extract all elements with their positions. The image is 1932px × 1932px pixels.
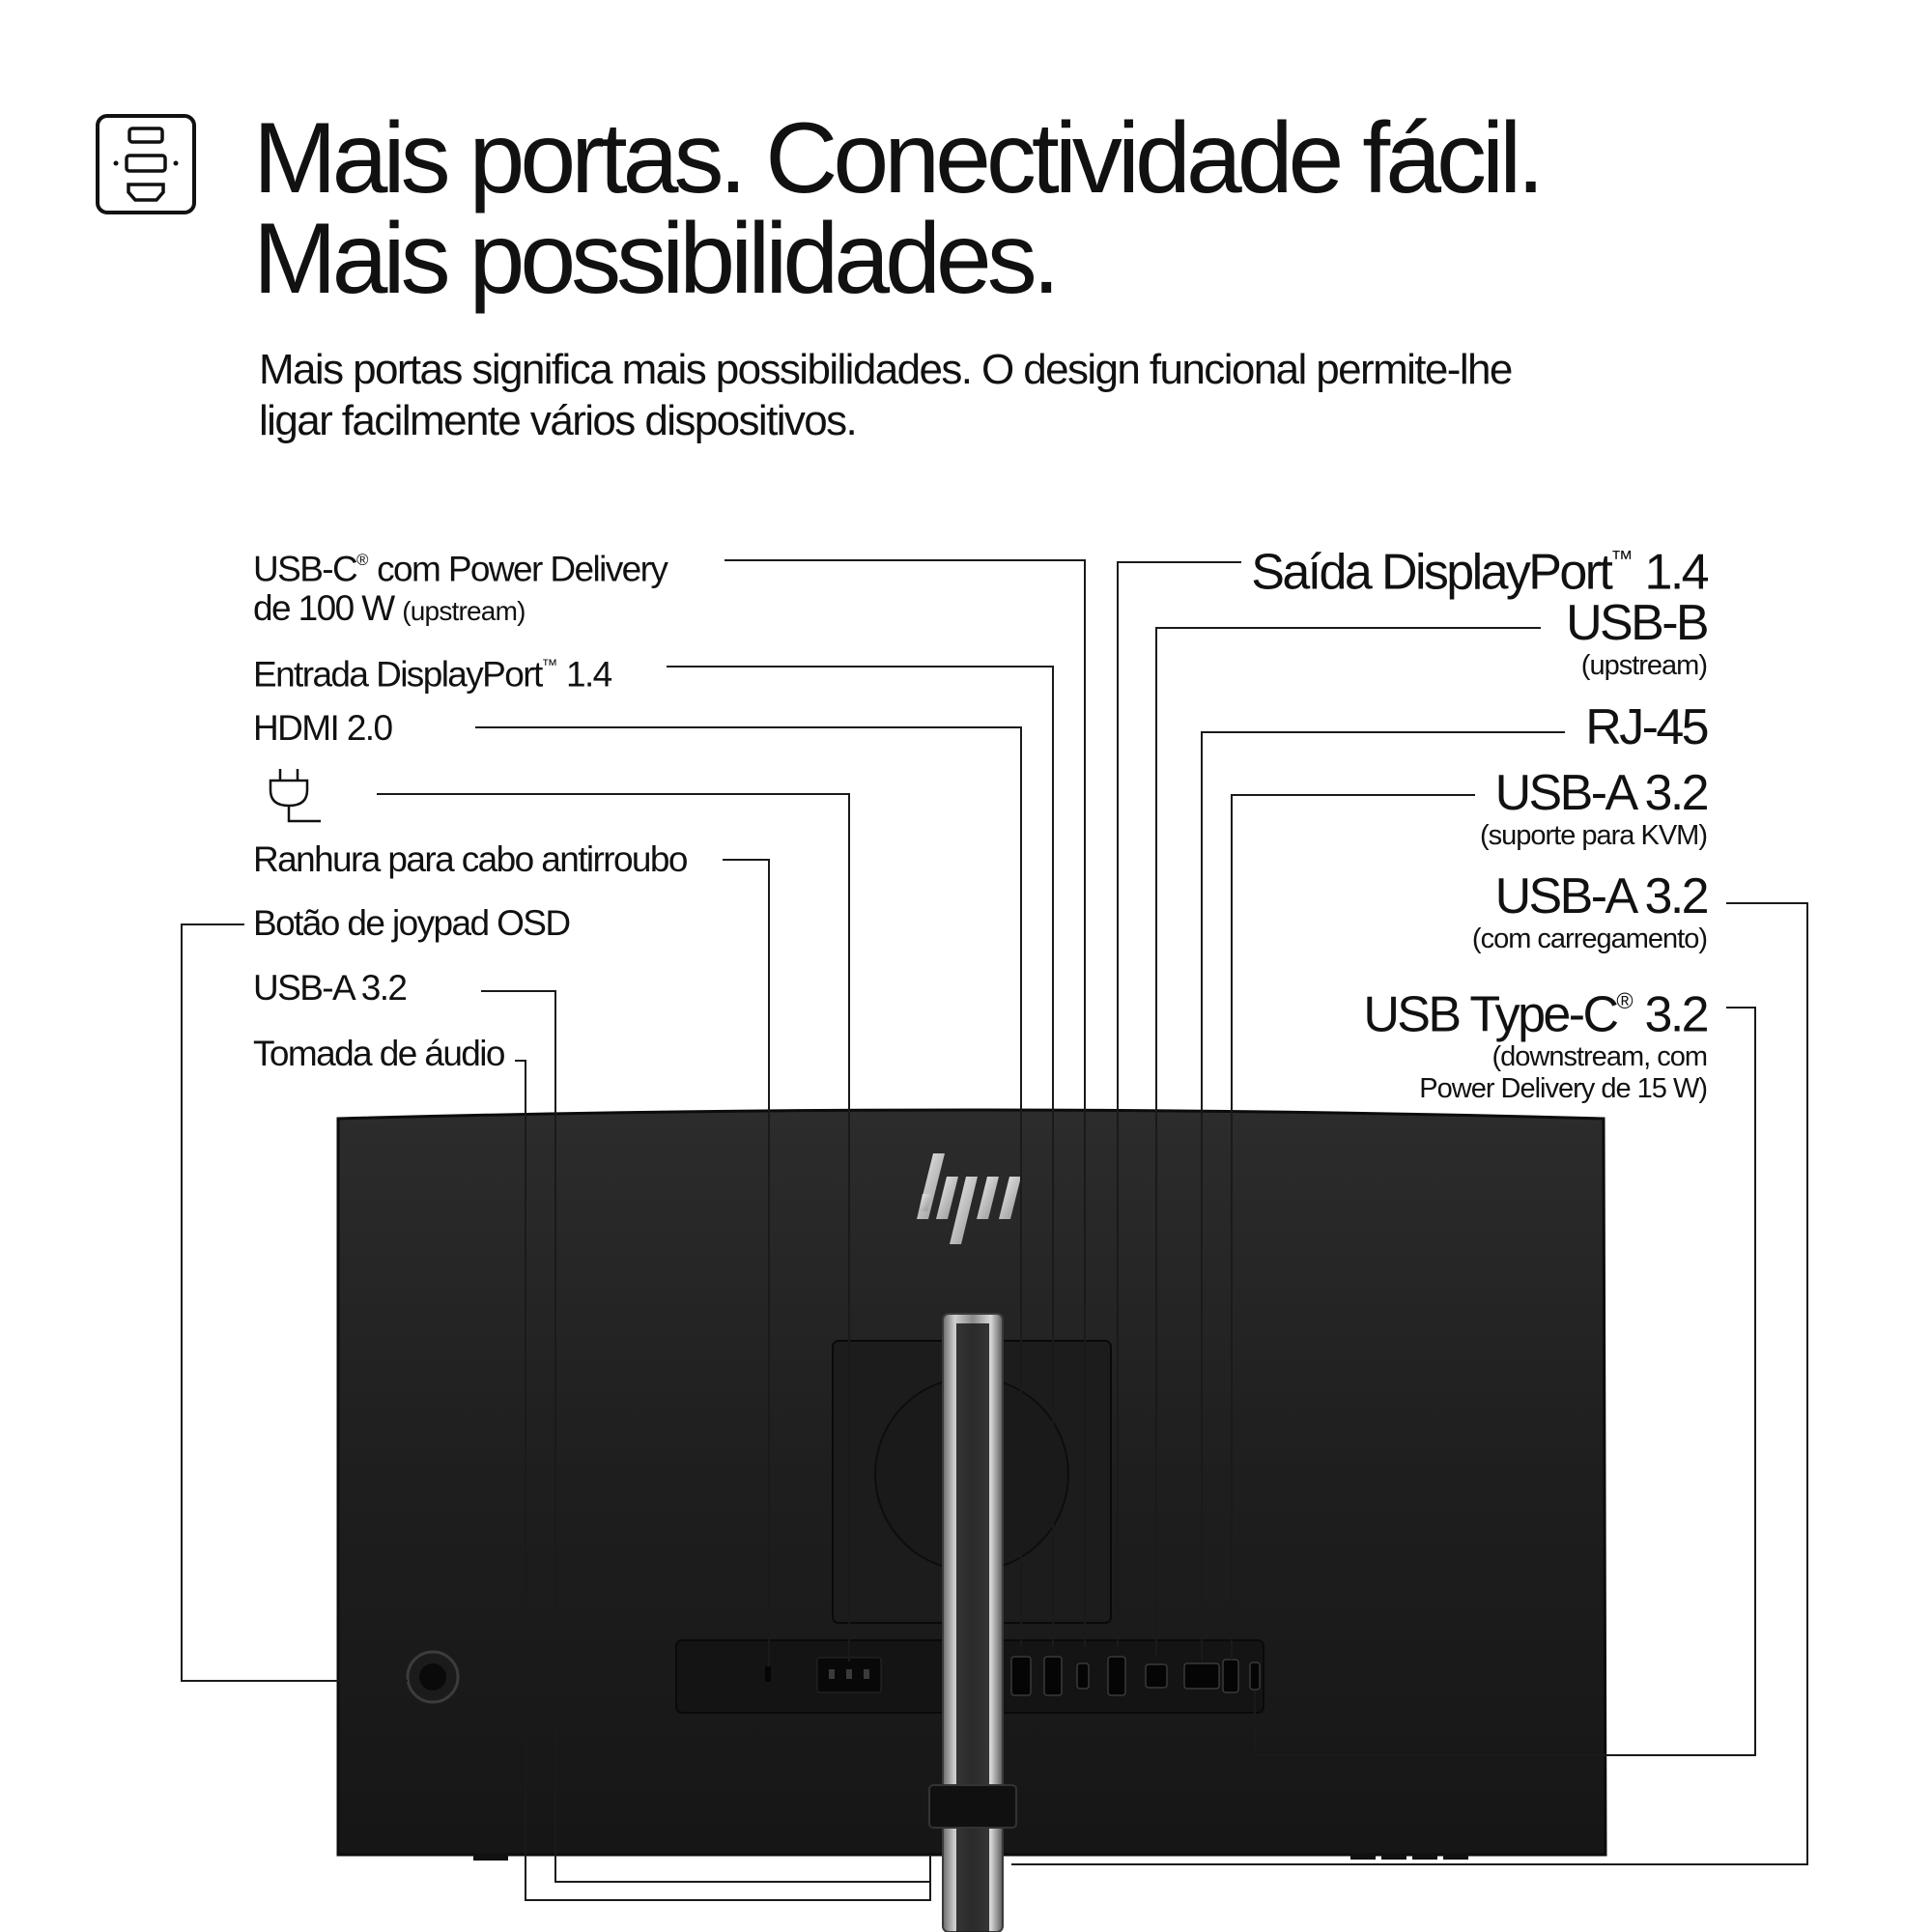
lock-slot <box>765 1666 771 1682</box>
usba-charge-text: USB-A 3.2 <box>1494 868 1707 924</box>
usba-kvm-text: USB-A 3.2 <box>1494 765 1707 821</box>
usba-kvm-note: (suporte para KVM) <box>1479 820 1707 851</box>
page-title <box>253 102 1541 315</box>
usbc-down-reg: ® <box>1616 988 1634 1013</box>
usbc-down-note2: Power Delivery de 15 W) <box>1419 1073 1707 1105</box>
usba-charge-note: (com carregamento) <box>1471 923 1707 954</box>
label-lock-slot: Ranhura para cabo antirroubo <box>253 839 687 879</box>
dp-in-port <box>1044 1657 1062 1695</box>
subtitle-line-2: ligar facilmente vários dispositivos. <box>259 397 857 444</box>
dp-out-tm: ™ <box>1610 546 1634 571</box>
dp-in-tm: ™ <box>541 656 558 674</box>
usbc-pd-text: USB-C <box>253 549 357 589</box>
dp-out-port <box>1108 1657 1125 1695</box>
title-line-2: Mais possibilidades. <box>253 203 1056 315</box>
usbc-pd-line2: de 100 W <box>253 587 394 628</box>
label-usba-left: USB-A 3.2 <box>253 968 407 1008</box>
ports-icon <box>95 113 197 215</box>
page-subtitle <box>259 344 1512 446</box>
label-audio-jack: Tomada de áudio <box>253 1034 504 1073</box>
usbb-text: USB-B <box>1566 595 1707 651</box>
label-osd-button: Botão de joypad OSD <box>253 903 570 943</box>
label-usba-kvm <box>1480 766 1707 852</box>
subtitle-line-1: Mais portas significa mais possibilidades. O design funcional permite-lhe <box>259 346 1512 393</box>
label-usba-charge <box>1472 869 1707 955</box>
usbc-down-text: USB Type-C <box>1363 986 1617 1043</box>
label-dp-in <box>253 646 611 695</box>
label-usbc-downstream <box>1363 974 1707 1105</box>
dp-in-text: Entrada DisplayPort <box>253 654 542 695</box>
usbc-upstream-port <box>1077 1663 1089 1689</box>
usbc-pd-reg: ® <box>356 551 369 569</box>
stand <box>929 1314 1016 1932</box>
dp-in-ver: 1.4 <box>557 654 611 695</box>
power-plug-icon <box>267 767 325 827</box>
label-dp-out <box>1251 531 1707 599</box>
hdmi-port <box>1011 1657 1031 1695</box>
dp-out-text: Saída DisplayPort <box>1251 544 1611 601</box>
usbb-port <box>1146 1664 1167 1688</box>
dp-out-ver: 1.4 <box>1633 544 1707 601</box>
rj45-port <box>1184 1663 1219 1689</box>
usbc-pd-rest: com Power Delivery <box>368 549 668 589</box>
label-rj45: RJ-45 <box>1585 699 1707 755</box>
usbc-pd-note: (upstream) <box>402 595 526 626</box>
usbb-note: (upstream) <box>1580 650 1707 681</box>
usbc-down-note1: (downstream, com <box>1492 1041 1707 1073</box>
label-hdmi: HDMI 2.0 <box>253 708 392 748</box>
label-usbc-power-delivery <box>253 541 667 631</box>
usba-kvm-port <box>1223 1660 1238 1692</box>
usbc-downstream-port <box>1250 1662 1260 1690</box>
usbc-down-ver: 3.2 <box>1633 986 1707 1043</box>
label-usbb <box>1566 596 1707 682</box>
title-line-1: Mais portas. Conectividade fácil. <box>253 102 1541 214</box>
